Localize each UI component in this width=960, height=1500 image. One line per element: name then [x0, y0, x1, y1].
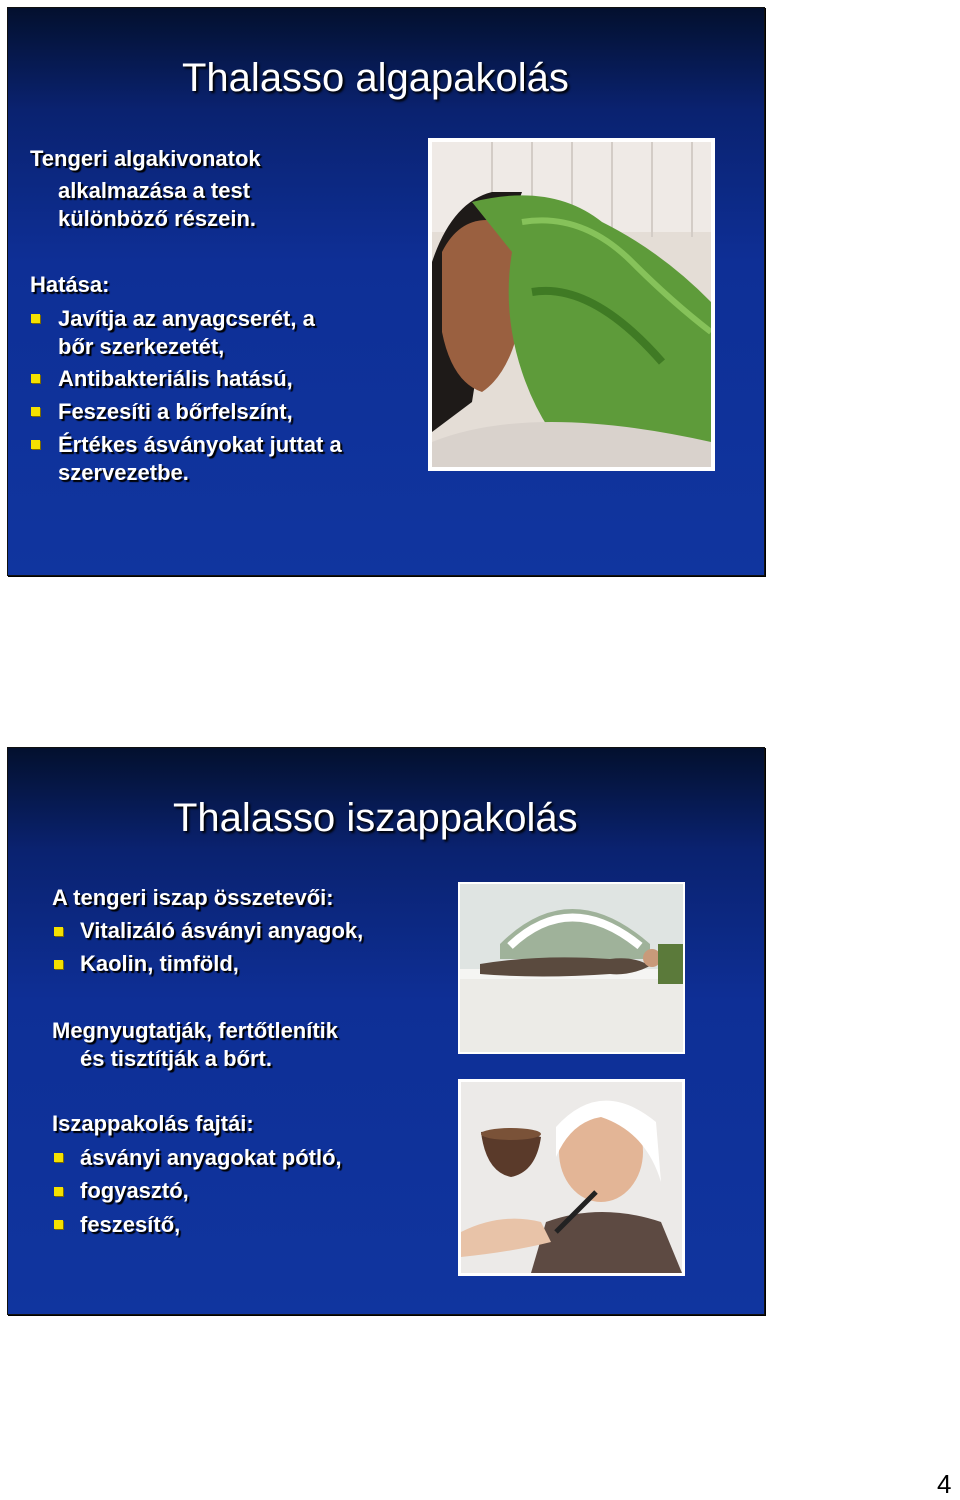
types-label: Iszappakolás fajtái: — [52, 1111, 254, 1136]
effects-label: Hatása: — [30, 272, 110, 297]
bullet-text: bőr szerkezetét, — [58, 334, 225, 359]
bullet-text: Javítja az anyagcserét, a — [58, 306, 315, 331]
calm-line: Megnyugtatják, fertőtlenítik — [52, 1018, 339, 1043]
bullet-square-icon — [31, 374, 40, 383]
slide-title: Thalasso algapakolás — [182, 56, 569, 100]
bullet-square-icon — [54, 960, 63, 969]
slide-algae-wrap — [7, 7, 765, 576]
bullet-square-icon — [54, 1187, 63, 1196]
bullet-square-icon — [54, 1220, 63, 1229]
slide-mud-wrap — [7, 747, 765, 1315]
bullet-text: Kaolin, timföld, — [80, 951, 239, 976]
intro-line: Tengeri algakivonatok — [30, 146, 261, 171]
bullet-text: Feszesíti a bőrfelszínt, — [58, 399, 293, 424]
calm-line: és tisztítják a bőrt. — [80, 1046, 272, 1071]
bullet-text: Értékes ásványokat juttat a — [58, 432, 342, 457]
bullet-square-icon — [54, 1153, 63, 1162]
bullet-square-icon — [31, 407, 40, 416]
page-number: 4 — [937, 1469, 952, 1499]
slide-title: Thalasso iszappakolás — [173, 796, 578, 840]
components-label: A tengeri iszap összetevői: — [52, 885, 334, 910]
bullet-square-icon — [31, 314, 40, 323]
algae-wrap-photo — [428, 138, 715, 471]
intro-line: különböző részein. — [58, 206, 257, 231]
bullet-square-icon — [54, 927, 63, 936]
bullet-text: feszesítő, — [80, 1212, 181, 1237]
bullet-text: szervezetbe. — [58, 460, 189, 485]
intro-line: alkalmazása a test — [58, 178, 251, 203]
bullet-text: Vitalizáló ásványi anyagok, — [80, 918, 364, 943]
bullet-square-icon — [31, 440, 40, 449]
mud-face-photo — [458, 1079, 685, 1276]
bullet-text: Antibakteriális hatású, — [58, 366, 293, 391]
mud-body-photo — [458, 882, 685, 1054]
bullet-text: fogyasztó, — [80, 1178, 189, 1203]
bullet-text: ásványi anyagokat pótló, — [80, 1145, 342, 1170]
